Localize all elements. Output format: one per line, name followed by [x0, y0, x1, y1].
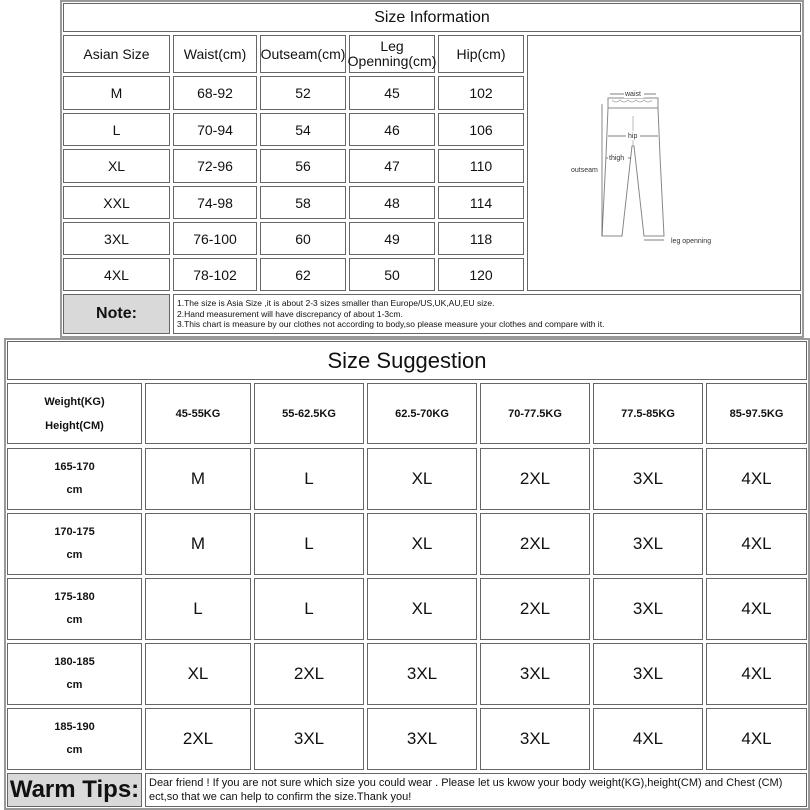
diagram-hip-label: hip: [628, 133, 638, 140]
height-range: 165-170: [54, 461, 95, 473]
suggested-size-cell: 4XL: [593, 708, 703, 770]
header-leg-line2: Openning(cm): [347, 53, 437, 69]
suggested-size-cell: 4XL: [706, 643, 807, 705]
pants-diagram: [528, 36, 800, 290]
warm-tips-label: Warm Tips:: [7, 773, 142, 807]
info-cell-hip: 106: [438, 113, 524, 146]
height-row-header: [7, 643, 142, 705]
diagram-thigh-label: thigh: [609, 155, 625, 162]
info-cell-size: L: [63, 113, 170, 146]
suggested-size-cell: XL: [145, 643, 251, 705]
corner-weight-label: Weight(KG): [44, 395, 105, 408]
weight-column-header: 77.5-85KG: [593, 383, 703, 444]
info-cell-hip: 120: [438, 258, 524, 291]
suggested-size-cell: 3XL: [480, 708, 590, 770]
suggested-size-cell: 4XL: [706, 708, 807, 770]
info-cell-hip: 110: [438, 149, 524, 183]
header-leg-line1: Leg: [380, 38, 404, 54]
suggested-size-cell: 2XL: [480, 513, 590, 575]
info-cell-size: M: [63, 76, 170, 110]
suggested-size-cell: 3XL: [480, 643, 590, 705]
height-range: 175-180: [54, 591, 95, 603]
suggested-size-cell: 4XL: [706, 578, 807, 640]
note-line-2: 2.Hand measurement will have discrepancy of about 1-3cm.: [177, 308, 403, 319]
weight-column-header: 85-97.5KG: [706, 383, 807, 444]
info-cell-outseam: 58: [260, 186, 346, 219]
suggested-size-cell: XL: [367, 578, 477, 640]
suggested-size-cell: 2XL: [480, 578, 590, 640]
info-cell-waist: 72-96: [173, 149, 257, 183]
height-row-header: [7, 578, 142, 640]
info-cell-leg-opening: 47: [349, 149, 435, 183]
height-range: 170-175: [54, 526, 95, 538]
pants-diagram-cell: [527, 35, 801, 291]
info-cell-waist: 78-102: [173, 258, 257, 291]
header-waist: Waist(cm): [173, 35, 257, 73]
suggested-size-cell: M: [145, 448, 251, 510]
info-cell-leg-opening: 48: [349, 186, 435, 219]
suggested-size-cell: 2XL: [480, 448, 590, 510]
waistband-shape: [608, 98, 658, 108]
weight-height-corner: [7, 383, 142, 444]
height-unit: cm: [66, 614, 83, 626]
height-range: 180-185: [54, 656, 95, 668]
info-cell-size: 3XL: [63, 222, 170, 255]
header-asian-size: Asian Size: [63, 35, 170, 73]
weight-column-header: 45-55KG: [145, 383, 251, 444]
suggested-size-cell: 3XL: [593, 578, 703, 640]
suggested-size-cell: L: [254, 513, 364, 575]
suggested-size-cell: 2XL: [254, 643, 364, 705]
info-cell-hip: 102: [438, 76, 524, 110]
weight-column-header: 62.5-70KG: [367, 383, 477, 444]
note-line-3: 3.This chart is measure by our clothes not according to body,so please measure your clothes and compare with it.: [177, 319, 605, 329]
info-cell-leg-opening: 45: [349, 76, 435, 110]
diagram-leg-opening-label: leg openning: [671, 238, 712, 245]
suggested-size-cell: M: [145, 513, 251, 575]
suggested-size-cell: 3XL: [593, 513, 703, 575]
height-unit: cm: [66, 744, 83, 756]
info-cell-leg-opening: 46: [349, 113, 435, 146]
note-line-1: 1.The size is Asia Size ,it is about 2-3 sizes smaller than Europe/US,UK,AU,EU size.: [177, 298, 495, 308]
corner-height-label: Height(CM): [45, 419, 104, 432]
suggested-size-cell: XL: [367, 513, 477, 575]
info-cell-size: XL: [63, 149, 170, 183]
height-row-header: [7, 708, 142, 770]
note-text: [173, 294, 801, 334]
header-outseam: Outseam(cm): [260, 35, 346, 73]
suggested-size-cell: 3XL: [367, 643, 477, 705]
diagram-waist-label: waist: [625, 91, 641, 98]
suggested-size-cell: 4XL: [706, 448, 807, 510]
info-cell-hip: 114: [438, 186, 524, 219]
info-cell-size: XXL: [63, 186, 170, 219]
suggested-size-cell: 2XL: [145, 708, 251, 770]
info-cell-hip: 118: [438, 222, 524, 255]
info-cell-size: 4XL: [63, 258, 170, 291]
info-cell-waist: 68-92: [173, 76, 257, 110]
weight-column-header: 55-62.5KG: [254, 383, 364, 444]
height-row-header: [7, 448, 142, 510]
size-suggestion-title: Size Suggestion: [7, 341, 807, 380]
info-cell-outseam: 62: [260, 258, 346, 291]
suggested-size-cell: 3XL: [367, 708, 477, 770]
warm-tips-text: Dear friend ! If you are not sure which size you could wear . Please let us kwow your body weight(KG),height(CM) and Chest (CM) ect,so that we can help to confirm the size.Thank you!: [145, 773, 807, 807]
height-unit: cm: [66, 679, 83, 691]
diagram-outseam-label: outseam: [571, 167, 598, 174]
info-cell-outseam: 60: [260, 222, 346, 255]
suggested-size-cell: 4XL: [706, 513, 807, 575]
size-information-title: Size Information: [63, 3, 801, 32]
suggested-size-cell: 3XL: [593, 643, 703, 705]
note-label: Note:: [63, 294, 170, 334]
weight-column-header: 70-77.5KG: [480, 383, 590, 444]
suggested-size-cell: 3XL: [254, 708, 364, 770]
height-unit: cm: [66, 549, 83, 561]
header-leg-opening: [349, 35, 435, 73]
info-cell-waist: 76-100: [173, 222, 257, 255]
info-cell-leg-opening: 49: [349, 222, 435, 255]
info-cell-leg-opening: 50: [349, 258, 435, 291]
suggested-size-cell: L: [254, 578, 364, 640]
info-cell-outseam: 52: [260, 76, 346, 110]
info-cell-waist: 70-94: [173, 113, 257, 146]
height-unit: cm: [66, 484, 83, 496]
suggested-size-cell: 3XL: [593, 448, 703, 510]
info-cell-waist: 74-98: [173, 186, 257, 219]
suggested-size-cell: L: [145, 578, 251, 640]
header-hip: Hip(cm): [438, 35, 524, 73]
info-cell-outseam: 54: [260, 113, 346, 146]
info-cell-outseam: 56: [260, 149, 346, 183]
height-range: 185-190: [54, 721, 95, 733]
suggested-size-cell: XL: [367, 448, 477, 510]
height-row-header: [7, 513, 142, 575]
suggested-size-cell: L: [254, 448, 364, 510]
